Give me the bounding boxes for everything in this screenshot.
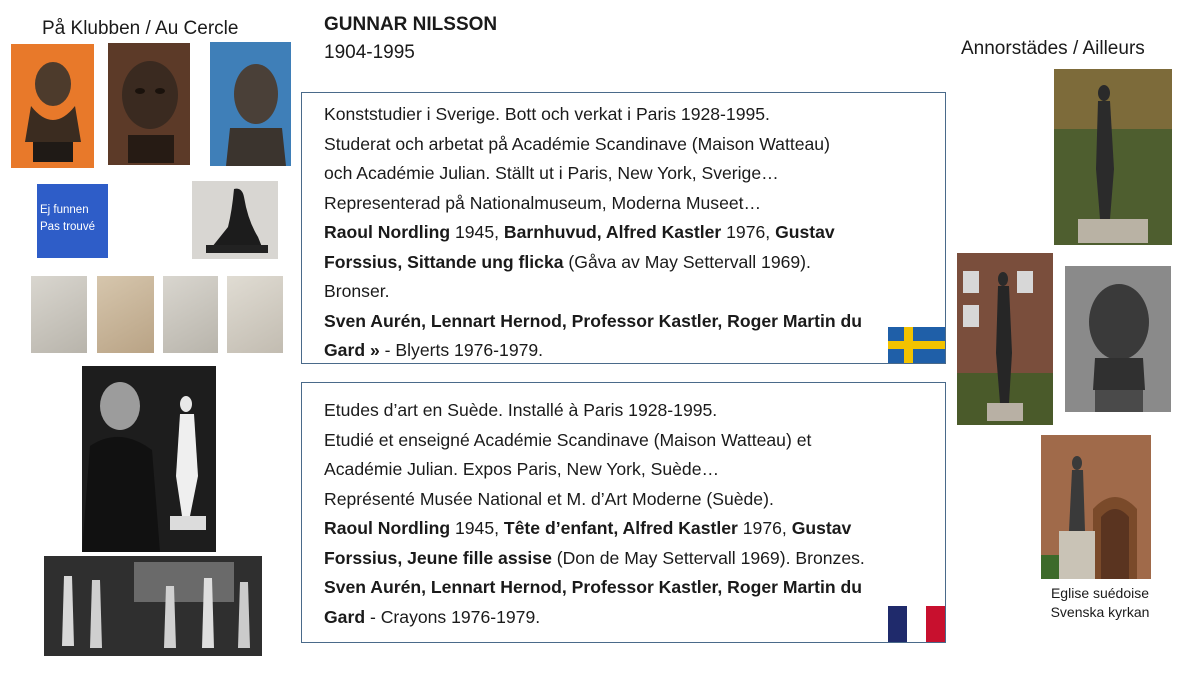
french-flag-icon	[888, 606, 945, 642]
swedish-text: - Blyerts 1976-1979.	[379, 340, 544, 360]
french-text: (Don de May Settervall 1969). Bronzes.	[551, 547, 865, 568]
french-line-8	[324, 603, 923, 633]
flag-band-blue	[888, 606, 907, 642]
portrait-with-statuette-photo	[82, 366, 216, 552]
french-line-7	[324, 573, 923, 603]
child-head-photo	[108, 43, 190, 165]
bust-orange-photo	[11, 44, 94, 168]
swedish-line-7: Bronser.	[324, 281, 390, 301]
french-bold: Tête d’enfant, Alfred Kastler	[503, 518, 738, 538]
sketch-4	[227, 276, 283, 353]
french-line-5	[324, 514, 923, 544]
swedish-bold: Gustav	[775, 222, 835, 242]
swedish-bold: Forssius, Sittande ung flicka	[324, 251, 564, 272]
swedish-bold: Barnhuvud, Alfred Kastler	[503, 222, 722, 242]
swedish-text: 1976,	[721, 222, 776, 242]
flag-band-red	[926, 606, 945, 642]
church-caption	[1036, 584, 1164, 622]
french-line-4: Représenté Musée National et M. d’Art Moderne (Suède).	[324, 488, 774, 509]
swedish-text: (Gåva av May Settervall 1969).	[563, 251, 811, 272]
swedish-line-5	[324, 218, 923, 248]
profile-bust-photo	[210, 42, 291, 166]
swedish-line-8	[324, 307, 923, 337]
swedish-bold: Gard »	[324, 340, 380, 360]
seated-figure-photo	[192, 181, 278, 259]
swedish-church-photo	[1041, 435, 1151, 579]
swedish-line-4: Representerad på Nationalmuseum, Moderna Museet…	[324, 192, 762, 213]
swedish-bold: Raoul Nordling	[324, 222, 451, 242]
swedish-line-2: Studerat och arbetat på Académie Scandinave (Maison Watteau)	[324, 133, 830, 154]
french-line-3: Académie Julian. Expos Paris, New York, Suède…	[324, 459, 720, 479]
flag-band-white	[907, 606, 926, 642]
swedish-text-box	[301, 92, 946, 364]
french-text: 1976,	[737, 518, 792, 538]
french-bold: Gard	[324, 606, 366, 627]
not-found-swedish: Ej funnen	[40, 204, 89, 216]
standing-nude-park-photo	[1054, 69, 1172, 245]
standing-nude-street-photo	[957, 253, 1053, 425]
sketch-1	[31, 276, 87, 353]
swedish-bold: Sven Aurén, Lennart Hernod, Professor Kastler, Roger Martin du	[324, 310, 863, 331]
french-bold: Sven Aurén, Lennart Hernod, Professor Kastler, Roger Martin du	[324, 577, 863, 597]
swedish-line-9	[324, 336, 923, 366]
french-text-box	[301, 382, 946, 643]
page-title: GUNNAR NILSSON	[324, 14, 498, 35]
swedish-text: 1945,	[450, 222, 504, 242]
sketch-3	[163, 276, 218, 353]
french-bold: Forssius, Jeune fille assise	[324, 547, 552, 568]
french-text: 1945,	[450, 518, 504, 538]
page-years: 1904-1995	[324, 42, 415, 63]
flag-cross-horizontal	[888, 341, 945, 349]
right-heading: Annorstädes / Ailleurs	[961, 38, 1145, 59]
french-line-2: Etudié et enseigné Académie Scandinave (Maison Watteau) et	[324, 429, 812, 450]
kastler-head-photo	[1065, 266, 1171, 412]
swedish-line-6	[324, 248, 923, 278]
swedish-flag-icon	[888, 327, 945, 363]
swedish-line-1: Konststudier i Sverige. Bott och verkat i Paris 1928-1995.	[324, 104, 770, 124]
church-caption-french: Eglise suédoise	[1050, 585, 1150, 601]
left-heading: På Klubben / Au Cercle	[42, 18, 239, 39]
studio-statues-photo	[44, 556, 262, 656]
french-bold: Raoul Nordling	[324, 518, 451, 538]
not-found-placeholder	[37, 184, 108, 258]
sketch-2	[97, 276, 154, 353]
french-text: - Crayons 1976-1979.	[365, 606, 541, 627]
church-caption-swedish: Svenska kyrkan	[1050, 604, 1150, 620]
french-line-6	[324, 544, 923, 574]
not-found-french: Pas trouvé	[40, 221, 95, 233]
swedish-line-3: och Académie Julian. Ställt ut i Paris, New York, Sverige…	[324, 163, 779, 183]
french-bold: Gustav	[791, 518, 852, 538]
french-line-1: Etudes d’art en Suède. Installé à Paris 1928-1995.	[324, 400, 718, 420]
